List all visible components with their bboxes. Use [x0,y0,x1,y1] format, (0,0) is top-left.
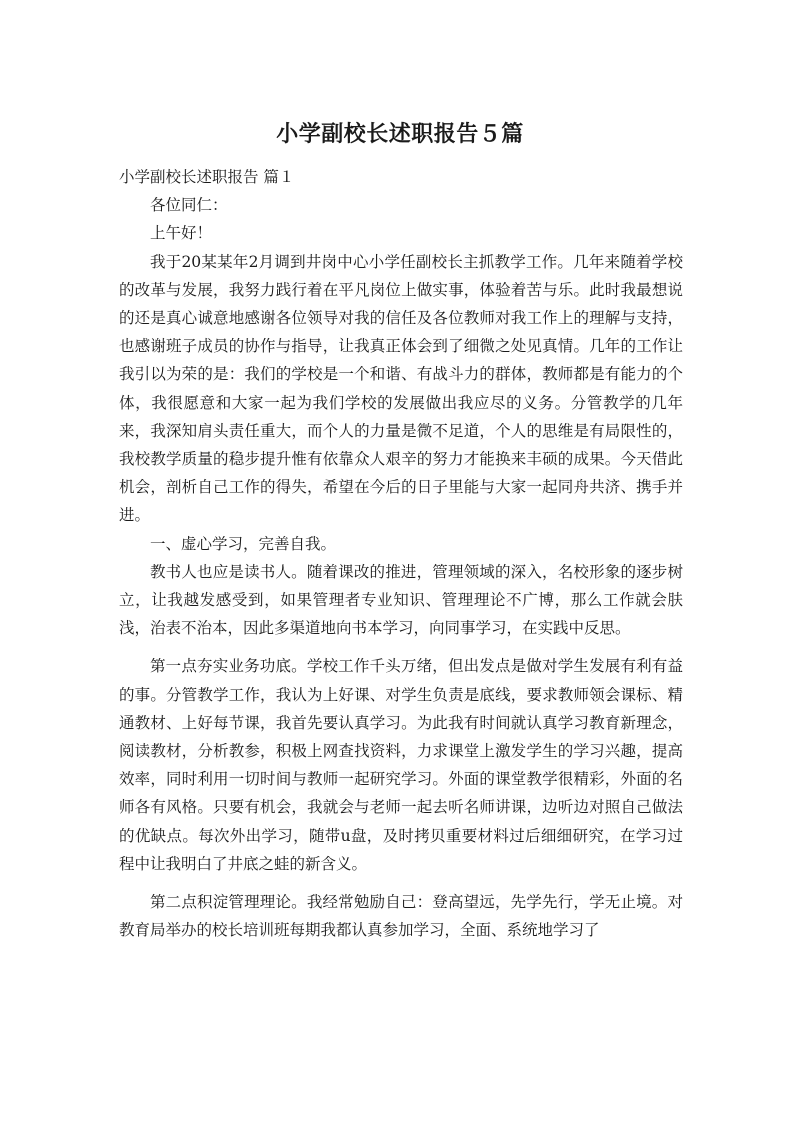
greeting-paragraph: 上午好！ [150,224,213,243]
section-one-heading: 一、虚心学习，完善自我。 [150,534,337,553]
salutation-paragraph: 各位同仁： [150,196,228,215]
document-title: 小学副校长述职报告５篇 [276,122,524,147]
document-body [119,163,683,944]
learning-paragraph: 教书人也应是读书人。随着课改的推进，管理领域的深入，名校形象的逐步树立，让我越发感受到，如果管理者专业知识、管理理论不广博，那么工作就会肤浅，治表不治本，因此多渠道地向书本学习，向同事学习，在实践中反思。 [119,562,683,638]
point-two-paragraph: 第二点积淀管理理论。我经常勉励自己：登高望远，先学先行，学无止境。对教育局举办的校长培训班每期我都认真参加学习，全面、系统地学习了 [119,893,683,940]
point-one-paragraph: 第一点夯实业务功底。学校工作千头万绪，但出发点是做对学生发展有利有益的事。分管教学工作，我认为上好课、对学生负责是底线，要求教师领会课标、精通教材、上好每节课，我首先要认真学习。为此我有时间就认真学习教育新理念，阅读教材，分析教参，积极上网查找资料，力求课堂上激发学生的学习兴趣，提高效率，同时利用一切时间与教师一起研究学习。外面的课堂教学很精彩，外面的名师各有风格。只要有机会，我就会与老师一起去听名师讲课，边听边对照自己做法的优缺点。每次外出学习，随带u盘，及时拷贝重要材料过后细细研究，在学习过程中让我明白了井底之蛙的新含义。 [119,657,683,873]
intro-paragraph: 我于20某某年2月调到井岗中心小学任副校长主抓教学工作。几年来随着学校的改革与发展，我努力践行着在平凡岗位上做实事，体验着苦与乐。此时我最想说的还是真心诚意地感谢各位领导对我的信任及各位教师对我工作上的理解与支持，也感谢班子成员的协作与指导，让我真正体会到了细微之处见真情。几年的工作让我引以为荣的是：我们的学校是一个和谐、有战斗力的群体，教师都是有能力的个体，我很愿意和大家一起为我们学校的发展做出我应尽的义务。分管教学的几年来，我深知肩头责任重大，而个人的力量是微不足道，个人的思维是有局限性的，我校教学质量的稳步提升惟有依靠众人艰辛的努力才能换来丰硕的成果。今天借此机会，剖析自己工作的得失，希望在今后的日子里能与大家一起同舟共济、携手并进。 [119,252,683,525]
section-heading: 小学副校长述职报告 篇１ [119,168,295,186]
